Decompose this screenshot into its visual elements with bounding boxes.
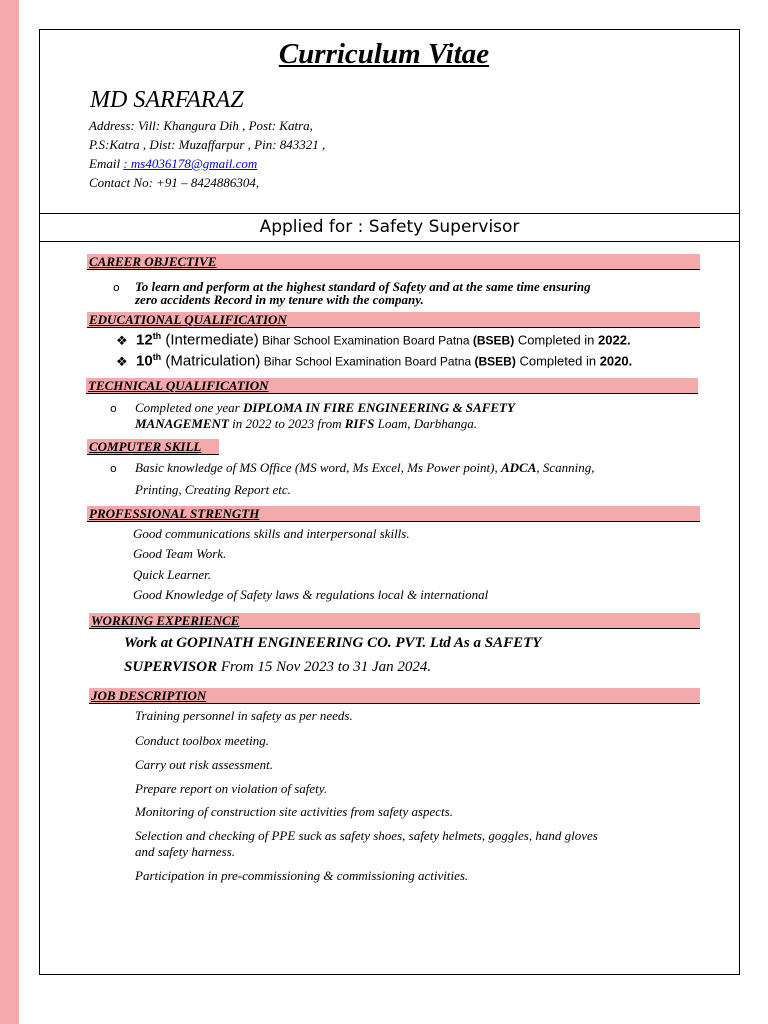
- technical-text-2: MANAGEMENT in 2022 to 2023 from RIFS Loam, Darbhanga.: [135, 416, 477, 431]
- contact-line: Contact No: +91 – 8424886304,: [89, 175, 260, 190]
- career-objective-text-2: zero accidents Record in my tenure with the company.: [135, 292, 424, 307]
- bullet-circle-icon: o: [110, 402, 117, 415]
- education-item-10th: 10th (Matriculation) Bihar School Examination Board Patna (BSEB) Completed in 2020.: [136, 352, 633, 370]
- bullet-circle-icon: o: [113, 281, 120, 294]
- education-heading: EDUCATIONAL QUALIFICATION: [87, 312, 700, 328]
- working-experience-heading: WORKING EXPERIENCE: [89, 613, 700, 629]
- job-item: Selection and checking of PPE suck as safety shoes, safety helmets, goggles, hand gloves: [135, 828, 598, 843]
- technical-heading: TECHNICAL QUALIFICATION: [86, 378, 698, 394]
- education-item-12th: 12th (Intermediate) Bihar School Examination Board Patna (BSEB) Completed in 2022.: [136, 331, 631, 349]
- career-objective-text-1: To learn and perform at the highest standard of Safety and at the same time ensuring: [135, 279, 591, 294]
- strength-item: Good communications skills and interpersonal skills.: [133, 526, 410, 541]
- computer-skill-text-2: Printing, Creating Report etc.: [135, 482, 291, 497]
- professional-strength-heading: PROFESSIONAL STRENGTH: [87, 506, 700, 522]
- diamond-bullet-icon: ❖: [116, 334, 128, 349]
- email-line: [89, 156, 257, 171]
- work-line-1: Work at GOPINATH ENGINEERING CO. PVT. Ltd As a SAFETY: [124, 635, 542, 651]
- job-item: Prepare report on violation of safety.: [135, 781, 328, 796]
- job-item: Training personnel in safety as per needs.: [135, 708, 353, 723]
- candidate-name: MD SARFARAZ: [90, 87, 244, 113]
- address-line-2: P.S:Katra , Dist: Muzaffarpur , Pin: 843321 ,: [89, 137, 326, 152]
- job-item: Monitoring of construction site activities from safety aspects.: [135, 804, 453, 819]
- job-item: Participation in pre-commissioning & commissioning activities.: [135, 868, 469, 883]
- strength-item: Quick Learner.: [133, 567, 211, 582]
- email-label: Email: [89, 156, 124, 171]
- job-item: Carry out risk assessment.: [135, 757, 273, 772]
- page-title: Curriculum Vitae: [278, 38, 490, 70]
- applied-for-text: Applied for : Safety Supervisor: [259, 217, 520, 237]
- strength-item: Good Knowledge of Safety laws & regulations local & international: [133, 587, 489, 602]
- email-link[interactable]: : ms4036178@gmail.com: [123, 156, 258, 171]
- diamond-bullet-icon: ❖: [116, 355, 128, 370]
- address-line-1: Address: Vill: Khangura Dih , Post: Katra,: [89, 118, 313, 133]
- job-item: Conduct toolbox meeting.: [135, 733, 269, 748]
- bullet-circle-icon: o: [110, 462, 117, 475]
- job-item: and safety harness.: [135, 844, 236, 859]
- technical-text-1: Completed one year DIPLOMA IN FIRE ENGINEERING & SAFETY: [135, 400, 515, 415]
- left-margin-strip: [0, 0, 19, 1024]
- computer-skill-heading: COMPUTER SKILL: [87, 439, 219, 455]
- job-description-heading: JOB DESCRIPTION: [89, 688, 700, 704]
- work-line-2: SUPERVISOR From 15 Nov 2023 to 31 Jan 2024.: [124, 659, 432, 675]
- applied-for-bar: [39, 213, 740, 242]
- computer-skill-text-1: Basic knowledge of MS Office (MS word, Ms Excel, Ms Power point), ADCA, Scanning,: [135, 460, 595, 475]
- career-objective-heading: CAREER OBJECTIVE: [87, 254, 700, 270]
- strength-item: Good Team Work.: [133, 546, 227, 561]
